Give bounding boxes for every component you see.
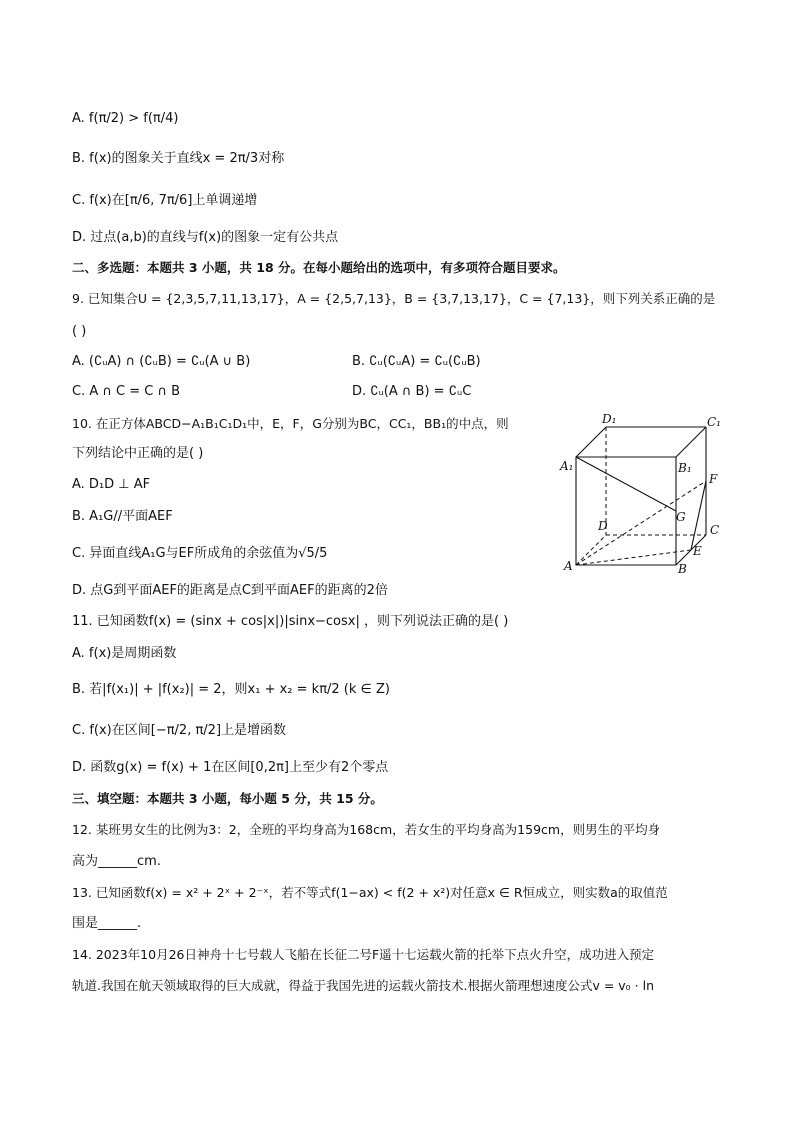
q9-option-a: A. (∁ᵤA) ∩ (∁ᵤB) = ∁ᵤ(A ∪ B) (72, 354, 251, 369)
label-g: G (676, 510, 686, 524)
q10-option-a: A. D₁D ⊥ AF (72, 477, 151, 492)
q10-stem-line2: 下列结论中正确的是( ) (72, 446, 204, 461)
section3-header: 三、填空题：本题共 3 小题，每小题 5 分，共 15 分。 (72, 791, 383, 806)
q10-stem-line1: 10. 在正方体ABCD−A₁B₁C₁D₁中，E，F，G分别为BC，CC₁，BB₁的中点，则 (72, 416, 509, 431)
q12-line2: 高为______cm. (72, 854, 161, 869)
label-a: A (564, 559, 573, 573)
q11-stem: 11. 已知函数f(x) = (sinx + cos|x|)|sinx−cosx| ，则下列说法正确的是( ) (72, 614, 509, 629)
label-d1: D₁ (602, 412, 617, 426)
cube-figure (556, 410, 736, 580)
label-f: F (709, 472, 718, 486)
q8-option-b: B. f(x)的图象关于直线x = 2π/3对称 (72, 151, 285, 166)
q11-option-d: D. 函数g(x) = f(x) + 1在区间[0,2π]上至少有2个零点 (72, 760, 389, 775)
q8-option-c: C. f(x)在[π/6, 7π/6]上单调递增 (72, 193, 258, 208)
q9-option-c: C. A ∩ C = C ∩ B (72, 384, 181, 399)
q8-option-a: A. f(π/2) > f(π/4) (72, 111, 179, 126)
q11-option-c: C. f(x)在区间[−π/2, π/2]上是增函数 (72, 723, 287, 738)
section2-header: 二、多选题：本题共 3 小题，共 18 分。在每小题给出的选项中，有多项符合题目要求。 (72, 260, 566, 275)
q14-line1: 14. 2023年10月26日神舟十七号载人飞船在长征二号F遥十七运载火箭的托举下点火升空，成功进入预定 (72, 947, 655, 962)
q12-line1: 12. 某班男女生的比例为3：2，全班的平均身高为168cm，若女生的平均身高为159cm，则男生的平均身 (72, 822, 661, 837)
label-b: B (678, 562, 687, 576)
label-b1: B₁ (678, 461, 692, 475)
label-a1: A₁ (560, 459, 574, 473)
q8-option-d: D. 过点(a,b)的直线与f(x)的图象一定有公共点 (72, 230, 339, 245)
q10-option-d: D. 点G到平面AEF的距离是点C到平面AEF的距离的2倍 (72, 583, 388, 598)
q11-option-a: A. f(x)是周期函数 (72, 646, 177, 661)
q13-line2: 围是______. (72, 916, 142, 931)
q13-line1: 13. 已知函数f(x) = x² + 2ˣ + 2⁻ˣ，若不等式f(1−ax) < f(2 + x²)对任意x ∈ R恒成立，则实数a的取值范 (72, 885, 668, 900)
q9-stem-line2: ( ) (72, 324, 87, 339)
label-e: E (693, 544, 702, 558)
q9-option-d: D. ∁ᵤ(A ∩ B) = ∁ᵤC (352, 384, 472, 399)
q10-option-c: C. 异面直线A₁G与EF所成角的余弦值为√5/5 (72, 546, 328, 561)
label-d: D (598, 519, 608, 533)
q9-stem-line1: 9. 已知集合U = {2,3,5,7,11,13,17}，A = {2,5,7,13}，B = {3,7,13,17}，C = {7,13}，则下列关系正确的是 (72, 291, 716, 306)
q10-option-b: B. A₁G//平面AEF (72, 509, 173, 524)
label-c: C (710, 523, 720, 537)
q11-option-b: B. 若|f(x₁)| + |f(x₂)| = 2，则x₁ + x₂ = kπ/2 (k ∈ Z) (72, 682, 390, 697)
q14-line2: 轨道.我国在航天领域取得的巨大成就，得益于我国先进的运载火箭技术.根据火箭理想速度公式v = v₀ · ln (72, 978, 654, 993)
q9-option-b: B. ∁ᵤ(∁ᵤA) = ∁ᵤ(∁ᵤB) (352, 354, 481, 369)
label-c1: C₁ (707, 415, 721, 429)
